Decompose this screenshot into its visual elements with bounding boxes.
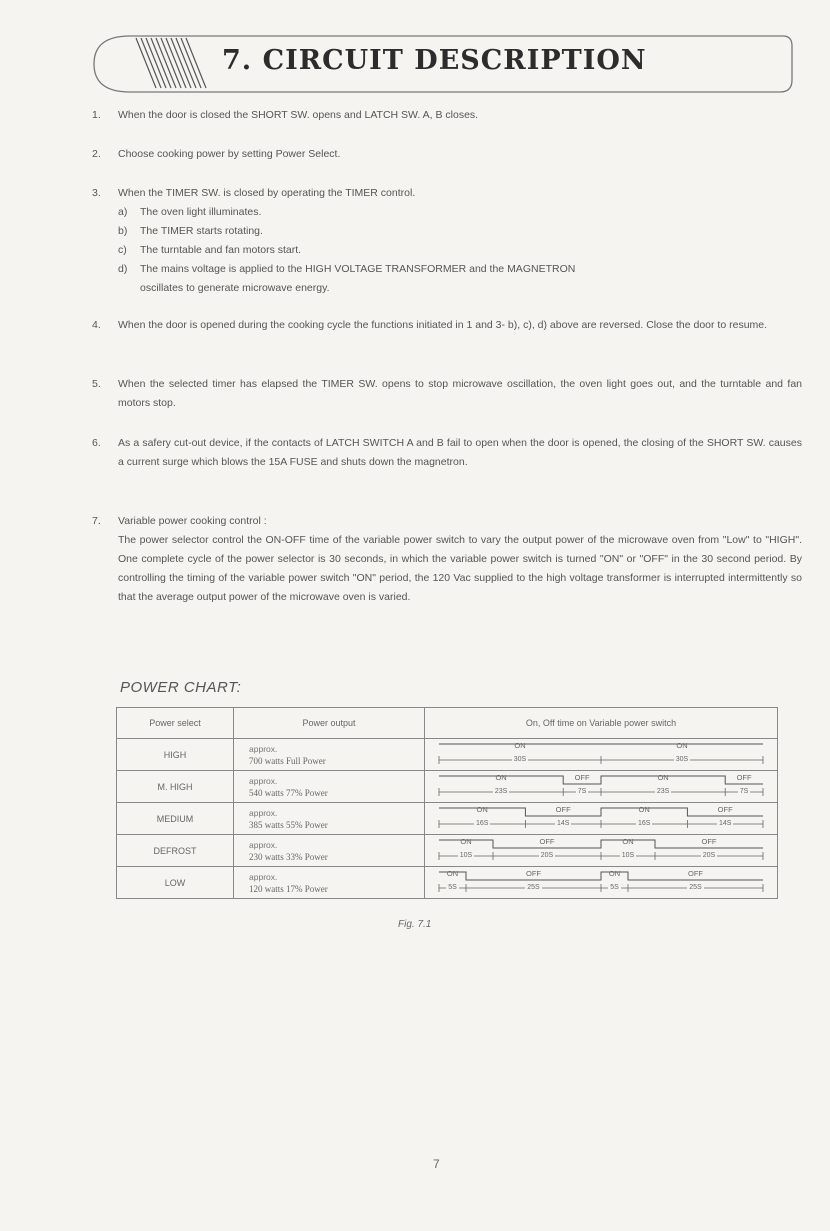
on-off-timing-cell [424,867,777,899]
power-chart-table [116,707,778,899]
header-power-select: Power select [117,708,234,739]
segment-duration-label: 25S [527,884,540,891]
list-item-7 [92,512,802,607]
sub-item-c: c) The turntable and fan motors start. [118,244,302,256]
list-item-4 [92,316,802,335]
table-row [117,803,778,835]
item-number: 7. [92,515,101,527]
segment-duration-label: 30S [675,756,689,763]
segment-state-label: OFF [555,805,571,814]
timing-segment [493,836,601,865]
on-off-timing-cell [424,835,777,867]
sub-item-a: a) The oven light illuminates. [118,206,262,218]
timing-segment [439,868,466,897]
list-item-2 [92,145,802,164]
power-output-value: 120 watts 17% Power [249,883,328,894]
item-heading: Variable power cooking control : [118,515,267,527]
timing-segment [525,804,601,833]
power-select-cell: LOW [117,867,234,899]
header-on-off-time: On, Off time on Variable power switch [424,708,777,739]
item-number: 5. [92,378,101,390]
timing-segment [466,868,601,897]
segment-state-label: ON [676,741,688,750]
list-item-5 [92,375,802,413]
segment-duration-label: 14S [556,820,570,827]
item-text: The power selector control the ON-OFF time of the variable power switch to vary the output power of the microwave oven from "Low" to "HIGH". One complete cycle of the power selector is 30 seconds, in which the variable power switch is turned "ON" or "OFF" in the 30 second period. By controlling the timing of the variable power switch "ON" period, the 120 Vac supplied to the high voltage transformer is interrupted intermittently so that the average output power of the microwave oven is varied. [118,534,802,603]
approx-label: approx. [249,839,278,850]
segment-state-label: ON [460,837,472,846]
segment-state-label: OFF [525,869,541,878]
list-item-6 [92,434,802,472]
approx-label: approx. [249,775,278,786]
item-text: Choose cooking power by setting Power Select. [118,148,341,160]
power-output-value: 230 watts 33% Power [249,851,328,862]
power-chart-label: POWER CHART: [120,679,242,696]
segment-state-label: ON [514,741,526,750]
timing-segment [655,836,763,865]
item-number: 6. [92,437,101,449]
table-header-row [117,708,778,739]
timing-segment [725,772,763,801]
table-row [117,739,778,771]
segment-state-label: ON [638,805,650,814]
item-text: As a safery cut-out device, if the contacts of LATCH SWITCH A and B fail to open when the door is opened, the closing of the SHORT SW. causes a current surge which blows the 15A FUSE and shuts down the magnetron. [118,437,802,468]
approx-label: approx. [249,807,278,818]
segment-state-label: OFF [574,773,590,782]
header-power-output: Power output [234,708,425,739]
segment-state-label: ON [608,869,621,878]
timing-segment [439,772,563,801]
segment-duration-label: 7S [739,788,749,795]
approx-label: approx. [249,743,278,754]
segment-state-label: ON [476,805,488,814]
timing-segment [687,804,763,833]
segment-duration-label: 25S [689,884,702,891]
segment-duration-label: 10S [459,852,473,859]
segment-duration-label: 7S [577,788,587,795]
power-select-cell: M. HIGH [117,771,234,803]
timing-segment [439,740,601,769]
segment-state-label: OFF [717,805,733,814]
segment-state-label: ON [622,837,634,846]
table-row [117,771,778,803]
power-output-value: 385 watts 55% Power [249,819,328,830]
timing-segment [601,868,628,897]
segment-duration-label: 14S [718,820,732,827]
table-row [117,867,778,899]
segment-state-label: ON [495,773,507,782]
segment-duration-label: 10S [621,852,635,859]
segment-duration-label: 30S [513,756,527,763]
item-number: 1. [92,109,101,121]
item-text: When the door is opened during the cooking cycle the functions initiated in 1 and 3- b), c), d) above are reversed. Close the door to resume. [118,319,768,331]
segment-duration-label: 5S [448,884,457,891]
segment-duration-label: 16S [475,820,489,827]
segment-state-label: ON [657,773,669,782]
segment-state-label: OFF [701,837,717,846]
power-output-value: 540 watts 77% Power [249,787,328,798]
figure-caption: Fig. 7.1 [398,919,432,930]
timing-segment [563,772,601,801]
table-row [117,835,778,867]
power-output-value: 700 watts Full Power [249,755,326,766]
timing-segment [439,836,493,865]
list-item-3 [92,184,802,298]
segment-duration-label: 20S [702,852,716,859]
on-off-timing-cell [424,771,777,803]
item-text: When the TIMER SW. is closed by operating the TIMER control. [118,187,416,199]
segment-duration-label: 16S [637,820,651,827]
item-text: When the selected timer has elapsed the TIMER SW. opens to stop microwave oscillation, the oven light goes out, and the turntable and fan motors stop. [118,378,802,409]
power-select-cell: DEFROST [117,835,234,867]
segment-duration-label: 23S [656,788,670,795]
sub-item-b: b) The TIMER starts rotating. [118,225,263,237]
power-select-cell: MEDIUM [117,803,234,835]
segment-state-label: OFF [736,773,752,782]
page-number: 7 [433,1157,440,1171]
sub-item-d-continued: oscillates to generate microwave energy. [140,282,330,294]
timing-segment [601,836,655,865]
timing-segment [439,804,525,833]
power-select-cell: HIGH [117,739,234,771]
timing-segment [601,772,725,801]
section-title: 7. CIRCUIT DESCRIPTION [222,45,647,76]
item-number: 2. [92,148,101,160]
item-number: 4. [92,319,101,331]
segment-duration-label: 5S [610,884,619,891]
timing-segment [628,868,763,897]
segment-state-label: OFF [687,869,703,878]
timing-segment [601,804,687,833]
segment-state-label: ON [446,869,459,878]
segment-duration-label: 20S [540,852,554,859]
timing-segment [601,740,763,769]
on-off-timing-cell [424,739,777,771]
item-text: When the door is closed the SHORT SW. opens and LATCH SW. A, B closes. [118,109,479,121]
item-number: 3. [92,187,101,199]
on-off-timing-cell [424,803,777,835]
segment-state-label: OFF [539,837,555,846]
approx-label: approx. [249,871,278,882]
segment-duration-label: 23S [494,788,508,795]
list-item-1 [92,106,802,125]
sub-item-d: d) The mains voltage is applied to the HIGH VOLTAGE TRANSFORMER and the MAGNETRON [118,263,576,275]
